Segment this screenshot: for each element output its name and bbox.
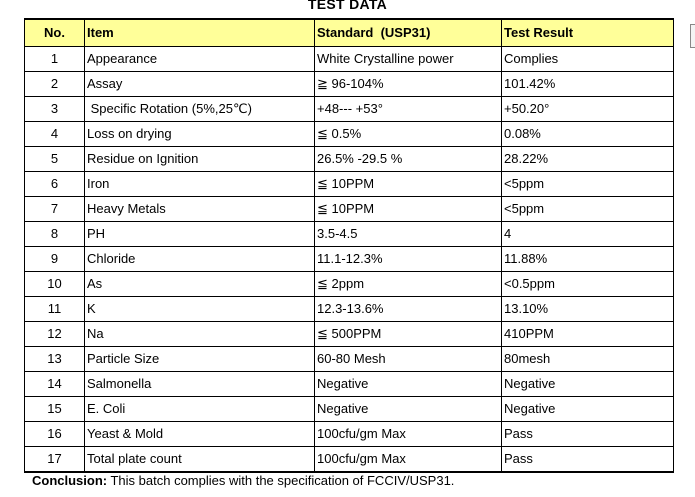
cell-no: 11 [25,297,85,322]
cell-test-result: 28.22% [502,147,674,172]
page-edge-marker [690,24,695,48]
table-row [25,122,674,147]
cell-test-result: 80mesh [502,347,674,372]
cell-no: 14 [25,372,85,397]
cell-standard: Negative [315,397,502,422]
table-row [25,147,674,172]
cell-item: K [85,297,315,322]
cell-item: Particle Size [85,347,315,372]
cell-no: 3 [25,97,85,122]
cell-standard: ≦ 2ppm [315,272,502,297]
cell-test-result: 410PPM [502,322,674,347]
cell-item: Appearance [85,47,315,72]
cell-standard: 12.3-13.6% [315,297,502,322]
cell-item: Total plate count [85,447,315,473]
table-row [25,47,674,72]
table-row [25,347,674,372]
table-row [25,247,674,272]
cell-no: 6 [25,172,85,197]
cell-item: Yeast & Mold [85,422,315,447]
cell-item: Na [85,322,315,347]
cell-item: E. Coli [85,397,315,422]
cell-standard: 11.1-12.3% [315,247,502,272]
cell-test-result: 0.08% [502,122,674,147]
conclusion-label: Conclusion: [32,473,108,488]
header-test-result: Test Result [502,19,674,47]
cell-no: 5 [25,147,85,172]
cell-item: PH [85,222,315,247]
cell-test-result: Negative [502,372,674,397]
table-row [25,97,674,122]
cell-no: 12 [25,322,85,347]
table-row [25,422,674,447]
cell-test-result: +50.20° [502,97,674,122]
cell-no: 9 [25,247,85,272]
cell-standard: ≦ 0.5% [315,122,502,147]
cell-item: As [85,272,315,297]
cell-item: Assay [85,72,315,97]
cell-test-result: 101.42% [502,72,674,97]
cell-no: 17 [25,447,85,473]
cell-test-result: Pass [502,447,674,473]
cell-item: Heavy Metals [85,197,315,222]
cell-item: Loss on drying [85,122,315,147]
cell-standard: 100cfu/gm Max [315,447,502,473]
cell-standard: White Crystalline power [315,47,502,72]
cell-standard: 26.5% -29.5 % [315,147,502,172]
test-data-table [24,18,674,473]
cell-test-result: <5ppm [502,172,674,197]
table-row [25,447,674,473]
cell-standard: ≦ 10PPM [315,172,502,197]
cell-test-result: <0.5ppm [502,272,674,297]
header-no: No. [25,19,85,47]
cell-item: Specific Rotation (5%,25℃) [85,97,315,122]
conclusion-text [32,473,454,488]
cell-no: 4 [25,122,85,147]
table-row [25,272,674,297]
page-title: TEST DATA [307,0,388,12]
cell-no: 2 [25,72,85,97]
table-row [25,172,674,197]
table-row [25,322,674,347]
cell-no: 16 [25,422,85,447]
cell-no: 7 [25,197,85,222]
cell-no: 10 [25,272,85,297]
cell-standard: 60-80 Mesh [315,347,502,372]
header-item: Item [85,19,315,47]
header-standard: Standard (USP31) [315,19,502,47]
cell-no: 1 [25,47,85,72]
table-row [25,397,674,422]
cell-item: Residue on Ignition [85,147,315,172]
cell-test-result: Pass [502,422,674,447]
cell-standard: 3.5-4.5 [315,222,502,247]
conclusion-body: This batch complies with the specification of FCCIV/USP31. [107,473,455,488]
table-row [25,297,674,322]
table-row [25,197,674,222]
cell-standard: ≦ 10PPM [315,197,502,222]
cell-no: 15 [25,397,85,422]
cell-standard: ≦ 500PPM [315,322,502,347]
cell-item: Iron [85,172,315,197]
table-row [25,72,674,97]
table-row [25,222,674,247]
table-header-row [25,19,674,47]
cell-item: Chloride [85,247,315,272]
table-row [25,372,674,397]
cell-standard: Negative [315,372,502,397]
cell-standard: +48--- +53° [315,97,502,122]
cell-test-result: 4 [502,222,674,247]
cell-standard: ≧ 96-104% [315,72,502,97]
cell-test-result: 13.10% [502,297,674,322]
cell-test-result: Negative [502,397,674,422]
cell-item: Salmonella [85,372,315,397]
cell-no: 13 [25,347,85,372]
cell-test-result: Complies [502,47,674,72]
cell-standard: 100cfu/gm Max [315,422,502,447]
cell-test-result: <5ppm [502,197,674,222]
cell-no: 8 [25,222,85,247]
cell-test-result: 11.88% [502,247,674,272]
